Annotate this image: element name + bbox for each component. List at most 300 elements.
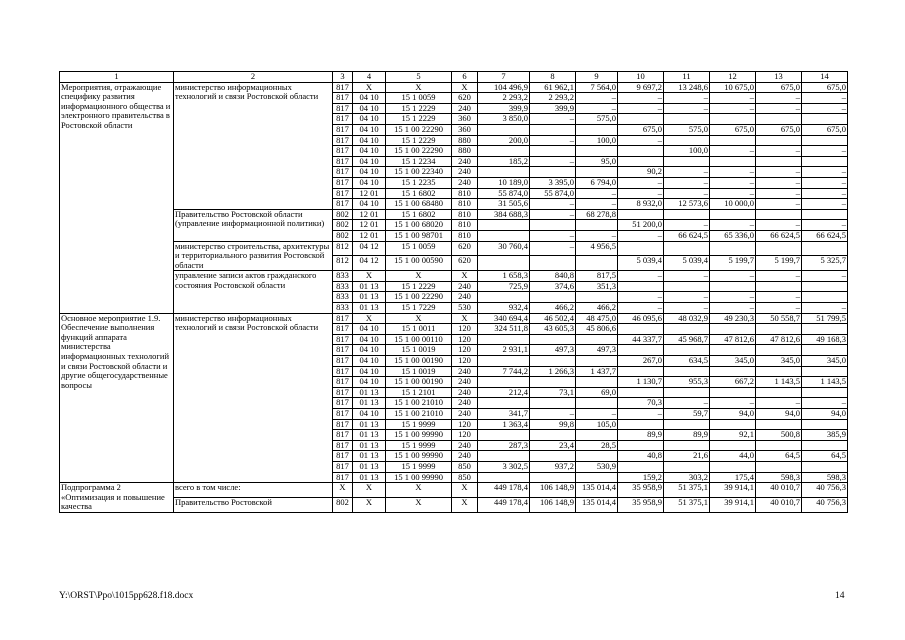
table-cell: –	[802, 146, 848, 157]
table-cell: 810	[452, 230, 478, 241]
table-cell: 135 014,4	[576, 498, 618, 513]
table-cell: X	[353, 82, 386, 93]
table-cell: 43 605,3	[530, 324, 576, 335]
table-cell: 90,2	[618, 167, 664, 178]
table-cell: 500,8	[756, 430, 802, 441]
table-cell: 817	[333, 366, 353, 377]
executor-name: министерство строительства, архитектуры и территориального развития Ростовской области	[174, 241, 333, 271]
column-number-11: 11	[664, 72, 710, 83]
table-cell: 240	[452, 377, 478, 388]
measure-description: Основное мероприятие 1.9. Обеспечение выполнения функций аппарата министерства информационных технологий и связи Ростовской области и другие общегосударственные вопросы	[60, 313, 174, 483]
table-cell	[576, 377, 618, 388]
table-cell: 932,4	[478, 303, 530, 314]
column-number-12: 12	[710, 72, 756, 83]
table-cell	[756, 324, 802, 335]
table-cell: 04 10	[353, 377, 386, 388]
table-cell: 51 375,1	[664, 498, 710, 513]
table-cell	[802, 114, 848, 125]
table-cell	[802, 461, 848, 472]
table-cell: 725,9	[478, 281, 530, 292]
table-cell	[664, 366, 710, 377]
table-cell: 04 10	[353, 334, 386, 345]
table-cell: 94,0	[756, 409, 802, 420]
table-cell: 47 812,6	[710, 334, 756, 345]
column-number-9: 9	[576, 72, 618, 83]
table-cell	[802, 135, 848, 146]
table-cell	[618, 419, 664, 430]
table-cell: 40 756,3	[802, 498, 848, 513]
table-row	[60, 498, 848, 513]
table-cell: 267,0	[618, 356, 664, 367]
table-cell: 13 248,6	[664, 82, 710, 93]
table-cell: 15 1 00 22290	[386, 124, 452, 135]
budget-table-sheet	[59, 71, 847, 513]
table-cell: 833	[333, 303, 353, 314]
table-cell: 1 266,3	[530, 366, 576, 377]
table-cell: 15 1 00 00190	[386, 356, 452, 367]
table-cell	[710, 114, 756, 125]
table-cell: 675,0	[710, 124, 756, 135]
table-cell: –	[664, 292, 710, 303]
table-cell	[530, 146, 576, 157]
table-cell: 01 13	[353, 303, 386, 314]
table-cell	[802, 292, 848, 303]
table-cell	[478, 256, 530, 271]
table-cell: 48 475,0	[576, 313, 618, 324]
table-cell	[756, 387, 802, 398]
table-cell: 850	[452, 461, 478, 472]
table-cell	[478, 124, 530, 135]
table-cell: 530,9	[576, 461, 618, 472]
table-cell: –	[576, 409, 618, 420]
table-cell: 1 363,4	[478, 419, 530, 430]
table-cell: 2 931,1	[478, 345, 530, 356]
table-cell: 497,3	[576, 345, 618, 356]
table-cell	[478, 230, 530, 241]
table-cell: 100,0	[664, 146, 710, 157]
table-row	[60, 483, 848, 498]
table-cell: 12 01	[353, 188, 386, 199]
table-cell: 120	[452, 334, 478, 345]
table-cell	[664, 324, 710, 335]
table-cell: 817	[333, 472, 353, 483]
table-cell: 40 010,7	[756, 483, 802, 498]
table-cell	[664, 419, 710, 430]
table-cell: 55 874,0	[478, 188, 530, 199]
table-cell: 65 336,0	[710, 230, 756, 241]
table-cell: 620	[452, 256, 478, 271]
table-cell: 31 505,6	[478, 199, 530, 210]
table-cell: 15 1 2235	[386, 177, 452, 188]
table-cell: 15 1 00 68020	[386, 220, 452, 231]
table-cell: 598,3	[802, 472, 848, 483]
table-cell: –	[664, 103, 710, 114]
table-cell: 212,4	[478, 387, 530, 398]
table-cell	[664, 241, 710, 256]
table-cell: 675,0	[756, 124, 802, 135]
table-cell: –	[756, 220, 802, 231]
table-cell: –	[802, 220, 848, 231]
table-cell	[576, 292, 618, 303]
table-cell: 2 293,2	[478, 93, 530, 104]
table-cell: 817	[333, 188, 353, 199]
table-cell: 92,1	[710, 430, 756, 441]
table-cell: 12 01	[353, 230, 386, 241]
table-cell: 69,0	[576, 387, 618, 398]
table-cell: 620	[452, 241, 478, 256]
table-cell: 04 10	[353, 356, 386, 367]
table-cell: 449 178,4	[478, 483, 530, 498]
table-cell: 51 799,5	[802, 313, 848, 324]
table-cell: 45 968,7	[664, 334, 710, 345]
table-cell	[756, 114, 802, 125]
table-cell: –	[664, 220, 710, 231]
table-cell	[618, 387, 664, 398]
table-cell: 817	[333, 199, 353, 210]
table-cell: 598,3	[756, 472, 802, 483]
table-cell: X	[386, 498, 452, 513]
table-cell: 817	[333, 377, 353, 388]
table-cell	[478, 377, 530, 388]
table-cell: 04 12	[353, 256, 386, 271]
table-cell: 817	[333, 135, 353, 146]
table-cell: 49 230,3	[710, 313, 756, 324]
table-cell	[576, 472, 618, 483]
table-cell: 175,4	[710, 472, 756, 483]
table-cell	[802, 209, 848, 220]
table-cell: 04 12	[353, 241, 386, 256]
table-cell	[802, 387, 848, 398]
table-cell: 955,3	[664, 377, 710, 388]
table-cell: 01 13	[353, 472, 386, 483]
table-cell: 5 199,7	[756, 256, 802, 271]
table-cell: 15 1 0019	[386, 345, 452, 356]
table-cell: –	[576, 230, 618, 241]
table-cell: 240	[452, 409, 478, 420]
table-cell: 817	[333, 334, 353, 345]
table-cell: 135 014,4	[576, 483, 618, 498]
table-cell: 01 13	[353, 451, 386, 462]
table-cell	[576, 220, 618, 231]
table-cell: 351,3	[576, 281, 618, 292]
table-cell: 47 812,6	[756, 334, 802, 345]
table-cell: 817	[333, 156, 353, 167]
table-cell	[478, 430, 530, 441]
table-cell: 240	[452, 156, 478, 167]
table-cell: X	[386, 313, 452, 324]
table-cell: 50 558,7	[756, 313, 802, 324]
table-cell: 449 178,4	[478, 498, 530, 513]
table-cell	[478, 472, 530, 483]
table-cell	[530, 451, 576, 462]
table-cell: –	[576, 93, 618, 104]
table-cell: 5 039,4	[618, 256, 664, 271]
table-cell: –	[618, 230, 664, 241]
table-row	[60, 209, 848, 220]
executor-name: всего в том числе:	[174, 483, 333, 498]
table-cell: X	[452, 483, 478, 498]
table-cell	[618, 440, 664, 451]
table-cell: 01 13	[353, 461, 386, 472]
table-cell: –	[802, 271, 848, 282]
table-cell: 104 496,9	[478, 82, 530, 93]
table-cell: –	[802, 188, 848, 199]
footer-page-number: 14	[835, 591, 845, 601]
measure-description: Мероприятия, отражающие специфику развития информационного общества и электронного правительства в Ростовской области	[60, 82, 174, 313]
table-cell: X	[353, 271, 386, 282]
table-cell: 817	[333, 324, 353, 335]
table-cell: 240	[452, 177, 478, 188]
table-cell: X	[333, 483, 353, 498]
table-cell: 15 1 00 99990	[386, 451, 452, 462]
table-cell	[618, 324, 664, 335]
table-cell: 817	[333, 409, 353, 420]
table-cell: –	[664, 398, 710, 409]
table-cell: 675,0	[618, 124, 664, 135]
table-cell	[478, 398, 530, 409]
table-cell: 5 325,7	[802, 256, 848, 271]
table-cell: 01 13	[353, 440, 386, 451]
column-number-4: 4	[353, 72, 386, 83]
table-cell: X	[452, 82, 478, 93]
table-cell: 817	[333, 313, 353, 324]
table-cell	[530, 472, 576, 483]
table-cell: 7 744,2	[478, 366, 530, 377]
table-cell: 675,0	[756, 82, 802, 93]
table-cell: –	[756, 398, 802, 409]
table-cell: 15 1 00 00110	[386, 334, 452, 345]
table-cell: 817	[333, 398, 353, 409]
table-cell: 817	[333, 419, 353, 430]
column-number-header-row	[60, 72, 848, 83]
table-cell: 39 914,1	[710, 483, 756, 498]
table-row	[60, 241, 848, 256]
table-cell: 880	[452, 146, 478, 157]
table-cell: 802	[333, 220, 353, 231]
table-cell: 15 1 00 00190	[386, 377, 452, 388]
table-cell: 1 437,7	[576, 366, 618, 377]
table-cell	[710, 135, 756, 146]
table-cell: –	[618, 292, 664, 303]
table-cell: 04 10	[353, 135, 386, 146]
table-cell: 04 10	[353, 366, 386, 377]
table-cell: 1 143,5	[802, 377, 848, 388]
table-cell: 23,4	[530, 440, 576, 451]
column-number-3: 3	[333, 72, 353, 83]
table-cell: 817	[333, 451, 353, 462]
table-cell	[802, 241, 848, 256]
table-cell	[530, 334, 576, 345]
table-cell: 810	[452, 188, 478, 199]
table-cell: 324 511,8	[478, 324, 530, 335]
table-cell: 812	[333, 256, 353, 271]
table-cell	[710, 387, 756, 398]
table-cell: –	[756, 93, 802, 104]
table-cell: –	[756, 188, 802, 199]
table-cell: 374,6	[530, 281, 576, 292]
table-cell	[530, 377, 576, 388]
table-cell: 810	[452, 209, 478, 220]
table-cell: 15 1 2101	[386, 387, 452, 398]
table-cell: –	[802, 199, 848, 210]
table-cell	[710, 209, 756, 220]
column-number-14: 14	[802, 72, 848, 83]
table-cell: 35 958,9	[618, 483, 664, 498]
table-cell: –	[710, 292, 756, 303]
column-number-10: 10	[618, 72, 664, 83]
table-cell: 466,2	[576, 303, 618, 314]
table-cell: –	[802, 303, 848, 314]
table-cell: X	[452, 498, 478, 513]
table-cell: –	[618, 135, 664, 146]
table-cell: 12 573,6	[664, 199, 710, 210]
table-cell: 620	[452, 93, 478, 104]
table-cell: –	[576, 199, 618, 210]
table-cell	[576, 256, 618, 271]
table-cell	[576, 124, 618, 135]
column-number-2: 2	[174, 72, 333, 83]
table-cell: –	[618, 409, 664, 420]
table-cell	[478, 146, 530, 157]
table-cell: –	[710, 398, 756, 409]
table-cell: 3 850,0	[478, 114, 530, 125]
table-cell: 01 13	[353, 430, 386, 441]
table-cell: 850	[452, 472, 478, 483]
table-cell: 15 1 2229	[386, 135, 452, 146]
table-cell: 15 1 00 22290	[386, 292, 452, 303]
table-cell: 15 1 7229	[386, 303, 452, 314]
table-cell	[478, 167, 530, 178]
table-cell	[756, 461, 802, 472]
table-cell: 360	[452, 124, 478, 135]
table-cell: 94,0	[802, 409, 848, 420]
table-cell: 817	[333, 461, 353, 472]
table-cell: 120	[452, 430, 478, 441]
table-cell: 01 13	[353, 387, 386, 398]
column-number-5: 5	[386, 72, 452, 83]
table-cell: 106 148,9	[530, 498, 576, 513]
table-cell: 10 189,0	[478, 177, 530, 188]
table-cell	[710, 281, 756, 292]
table-cell: 385,9	[802, 430, 848, 441]
table-cell	[530, 256, 576, 271]
table-cell: 89,9	[618, 430, 664, 441]
table-cell: 01 13	[353, 419, 386, 430]
table-cell: 04 10	[353, 324, 386, 335]
table-cell: 675,0	[802, 82, 848, 93]
table-cell	[576, 430, 618, 441]
table-cell: 200,0	[478, 135, 530, 146]
table-cell: 185,2	[478, 156, 530, 167]
table-cell: 105,0	[576, 419, 618, 430]
table-cell: 04 10	[353, 146, 386, 157]
table-cell: –	[530, 199, 576, 210]
table-cell: 15 1 00 99990	[386, 430, 452, 441]
table-cell: 937,2	[530, 461, 576, 472]
table-cell: 303,2	[664, 472, 710, 483]
subprogram-description: Подпрограмма 2 «Оптимизация и повышение качества	[60, 483, 174, 513]
table-cell	[576, 167, 618, 178]
table-cell: X	[353, 498, 386, 513]
table-cell: 345,0	[756, 356, 802, 367]
table-cell: 810	[452, 199, 478, 210]
table-cell	[710, 345, 756, 356]
table-cell: 287,3	[478, 440, 530, 451]
table-cell: 10 675,0	[710, 82, 756, 93]
table-cell	[710, 324, 756, 335]
table-cell: 6 794,0	[576, 177, 618, 188]
table-cell	[756, 281, 802, 292]
table-cell: 812	[333, 241, 353, 256]
table-cell: –	[530, 114, 576, 125]
table-cell	[710, 366, 756, 377]
table-cell: 817	[333, 440, 353, 451]
table-cell: 240	[452, 281, 478, 292]
table-cell: 30 760,4	[478, 241, 530, 256]
table-cell: X	[452, 271, 478, 282]
table-cell: 04 10	[353, 409, 386, 420]
table-cell: 15 1 00 22290	[386, 146, 452, 157]
table-cell: –	[530, 230, 576, 241]
table-cell: 15 1 00 21010	[386, 409, 452, 420]
table-cell: 44 337,7	[618, 334, 664, 345]
table-cell: 35 958,9	[618, 498, 664, 513]
table-cell: –	[618, 177, 664, 188]
table-cell: 4 956,5	[576, 241, 618, 256]
table-cell: 95,0	[576, 156, 618, 167]
table-cell: 68 278,8	[576, 209, 618, 220]
table-cell: –	[802, 398, 848, 409]
table-cell: –	[756, 167, 802, 178]
column-number-13: 13	[756, 72, 802, 83]
table-cell: –	[530, 156, 576, 167]
table-cell: 120	[452, 345, 478, 356]
table-cell: 15 1 2229	[386, 103, 452, 114]
table-cell: –	[664, 303, 710, 314]
table-cell	[576, 356, 618, 367]
table-cell	[618, 114, 664, 125]
table-cell	[478, 292, 530, 303]
table-cell: –	[664, 167, 710, 178]
table-cell: 40,8	[618, 451, 664, 462]
table-cell: 817	[333, 93, 353, 104]
table-cell: 497,3	[530, 345, 576, 356]
table-cell: 9 697,2	[618, 82, 664, 93]
table-cell: 817	[333, 177, 353, 188]
table-cell: –	[756, 292, 802, 303]
table-cell: 04 10	[353, 93, 386, 104]
table-cell: X	[452, 313, 478, 324]
table-cell: 817	[333, 430, 353, 441]
table-cell	[756, 209, 802, 220]
table-cell	[618, 281, 664, 292]
table-cell: X	[353, 483, 386, 498]
table-cell: 15 1 00 99990	[386, 472, 452, 483]
footer-file-path: Y:\ORST\Ppo\1015pp628.f18.docx	[59, 591, 194, 601]
table-cell: 120	[452, 419, 478, 430]
table-cell: 04 10	[353, 124, 386, 135]
table-cell	[530, 124, 576, 135]
table-cell	[664, 281, 710, 292]
table-cell: 817	[333, 345, 353, 356]
table-cell: 40 010,7	[756, 498, 802, 513]
table-cell: 99,8	[530, 419, 576, 430]
table-cell: 15 1 6802	[386, 188, 452, 199]
table-cell: 817,5	[576, 271, 618, 282]
table-cell: 5 039,4	[664, 256, 710, 271]
table-cell	[478, 356, 530, 367]
table-cell	[756, 156, 802, 167]
